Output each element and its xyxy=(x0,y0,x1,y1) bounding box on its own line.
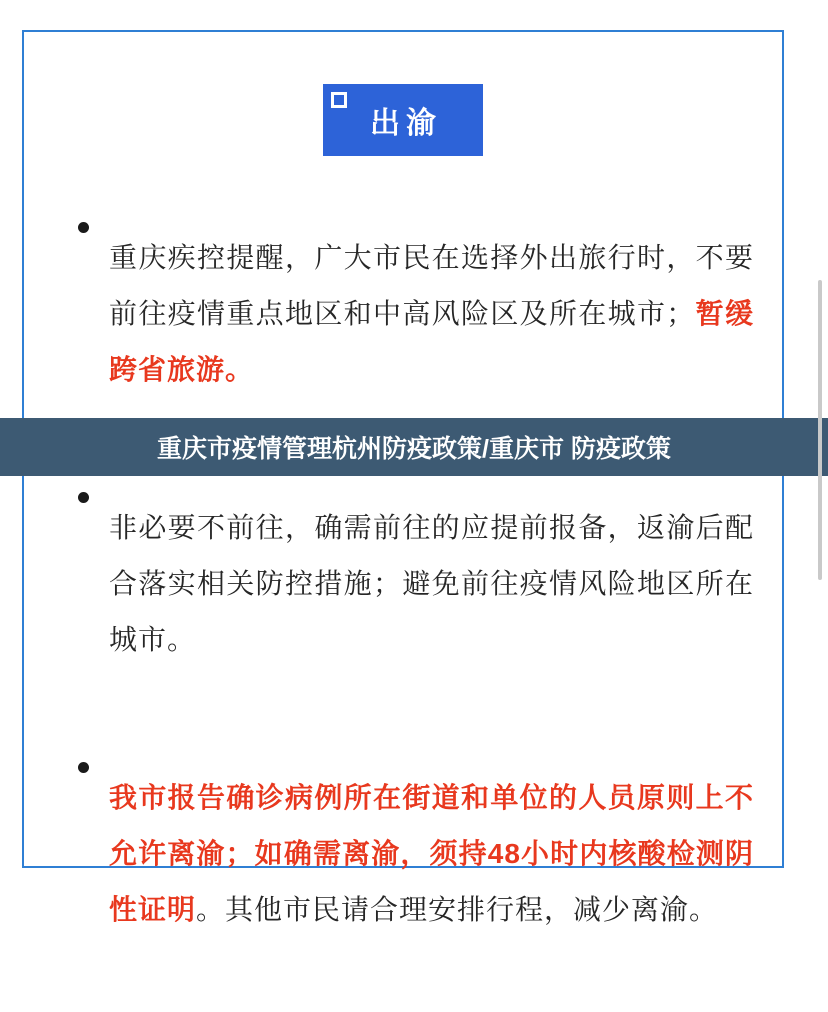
bullet-segment-highlight: 暂缓跨省旅游。 xyxy=(109,298,754,385)
square-outline-icon xyxy=(331,92,347,108)
bullet-list xyxy=(24,202,782,1012)
caption-overlay xyxy=(0,418,828,476)
bullet-text-case-street-restriction xyxy=(109,770,754,938)
bullet-segment-normal: 。其他市民请合理安排行程，减少离渝。 xyxy=(196,894,719,925)
bullet-text-obscured xyxy=(109,500,754,668)
list-item xyxy=(60,742,754,966)
bullet-segment-normal: 非必要不前往，确需前往的应提前报备，返渝后配合落实相关防控措施；避免前往疫情风险地区所在城市。 xyxy=(109,512,754,655)
banner-container xyxy=(24,84,782,156)
bullet-text-travel-warning xyxy=(109,230,754,398)
bullet-dot-icon xyxy=(78,762,89,773)
bullet-dot-icon xyxy=(78,492,89,503)
banner-title: 出渝 xyxy=(370,107,442,140)
section-banner xyxy=(323,84,483,156)
list-item xyxy=(60,472,754,696)
bullet-segment-normal: 重庆疾控提醒，广大市民在选择外出旅行时，不要前往疫情重点地区和中高风险区及所在城市； xyxy=(109,242,754,329)
list-item xyxy=(60,202,754,426)
vertical-scrollbar[interactable] xyxy=(818,280,822,580)
bullet-dot-icon xyxy=(78,222,89,233)
caption-text: 重庆市疫情管理杭州防疫政策/重庆市 防疫政策 xyxy=(157,435,671,463)
bullet-segment-highlight: 我市报告确诊病例所在街道和单位的人员原则上不允许离渝；如确需离渝，须持48小时内核酸检测阴性证明 xyxy=(109,782,754,925)
